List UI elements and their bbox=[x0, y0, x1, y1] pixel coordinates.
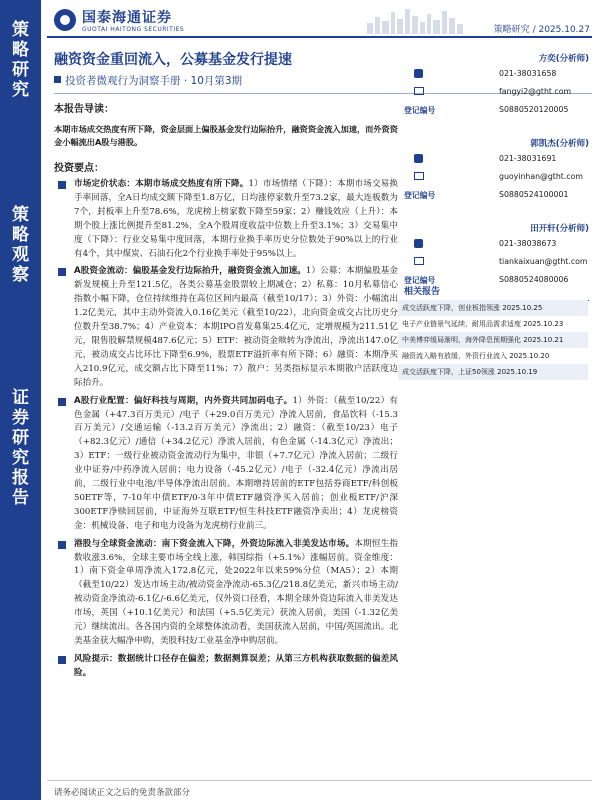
analyst-name: 田开轩(分析师) bbox=[530, 224, 589, 234]
related-reports-list bbox=[398, 300, 588, 380]
bullet-square-icon bbox=[58, 268, 66, 276]
analyst-card bbox=[404, 132, 589, 217]
report-category: 策略研究 bbox=[493, 25, 530, 35]
logo-text: 国泰海通证券 bbox=[82, 10, 172, 26]
sidebar-char: 券 bbox=[12, 408, 29, 428]
key-point bbox=[54, 653, 398, 681]
sidebar-top-label bbox=[0, 20, 41, 100]
report-subtitle bbox=[54, 73, 242, 88]
phone-icon bbox=[414, 239, 423, 248]
sidebar-char: 究 bbox=[12, 448, 29, 468]
mail-icon bbox=[414, 172, 424, 180]
analyst-panel bbox=[404, 47, 589, 302]
point-lead: A股行业配置：偏好科技与周期，内外资共同加码电子。 bbox=[74, 395, 293, 406]
related-reports-heading: 相关报告 bbox=[404, 284, 589, 301]
sidebar-bottom-label bbox=[0, 388, 41, 508]
analyst-card bbox=[404, 47, 589, 132]
related-report-link[interactable]: 中美博弈缓局渐明，海外降息预期强化 2025.10.21 bbox=[398, 332, 588, 348]
bullet-square-icon bbox=[58, 656, 66, 664]
point-body: 本期恒生指数收涨3.6%，全球主要市场全线上涨，韩国综指（+5.1%）涨幅居前。资金维度：1）南下资金单周净流入172.8亿元，处2022年以来59%分位（MA5）；2）本期（截至10/22）发达市场主动/被动资金净流动-65.3亿/218.8亿美元，新兴市场主动/被动资金净流动-6.1亿/-6.6亿美元，仅外资口径看，本期全球外资边际流入非美发达市场，英国（+10.1亿美元）和法国（+5.5亿美元）获流入居前，美国（-1.32亿美元）继续流出。各各国内资的全球整体流动看，美国获流入居前，中国/英国流出。北美基金获大幅净申购，美股科技/工业基金净申购居前。 bbox=[74, 538, 398, 646]
sidebar-char: 策 bbox=[12, 205, 29, 225]
point-lead: 港股与全球资金流动：南下资金流入下降，外资边际流入非美发达市场。 bbox=[74, 538, 355, 549]
analyst-reg-no: S0880520120005 bbox=[499, 105, 569, 114]
footer-divider bbox=[47, 780, 592, 781]
sidebar-char: 察 bbox=[12, 265, 29, 285]
phone-icon bbox=[414, 69, 423, 78]
reg-label: 登记编号 bbox=[404, 191, 436, 200]
analyst-reg-no: S0880524080006 bbox=[499, 275, 569, 284]
bullet-square-icon bbox=[58, 398, 66, 406]
sidebar-char: 略 bbox=[12, 40, 29, 60]
related-report-link[interactable]: 成交活跃度下降，上证50领涨 2025.10.19 bbox=[398, 364, 588, 380]
sidebar-char: 报 bbox=[12, 468, 29, 488]
analyst-reg-no: S0880524100001 bbox=[499, 190, 569, 199]
analyst-email[interactable]: fangyi2@gtht.com bbox=[499, 87, 572, 96]
skyline-decoration-icon bbox=[365, 7, 465, 34]
left-sidebar bbox=[0, 0, 41, 800]
point-body: 1）公募：本期偏股基金新发规模上升至121.5亿，各类公募基金股票较上期减仓；2）私募：10月私募信心指数小幅下降，仓位持续维持在高位区间内最高（截至10/17）；3）外资：小幅流出1.2亿美元，其中主动外资流入0.16亿美元（截至10/22），北向资金成交占比历史分位数升至38.7%；4）产业资本：本期IPO首发募集25.4亿元，定增规模为211.51亿元，限售股解禁规模487.6亿元；5）ETF：被动资金赎转为净流出，净流出147.0亿元，被动成交占比环比下降至6.9%，股票ETF溢折率有所下降；6）融资：本期净买入210.9亿元，成交额占比下降至11%；7）散户：另类指标显示本期散户活跃度边际抬升。 bbox=[74, 266, 399, 388]
logo-mark-icon bbox=[54, 9, 76, 31]
reg-label: 登记编号 bbox=[404, 106, 436, 115]
sidebar-char: 研 bbox=[12, 60, 29, 80]
bullet-square-icon bbox=[58, 181, 66, 189]
sidebar-char: 证 bbox=[12, 388, 29, 408]
sidebar-char: 究 bbox=[12, 80, 29, 100]
key-point bbox=[54, 265, 398, 390]
point-lead: 市场定价状态：本期市场成交热度有所下降。 bbox=[74, 179, 249, 189]
key-points-list bbox=[54, 178, 398, 681]
point-body: 1）市场情绪（下降）：本期市场交易换手率回落，全A日均成交额下降至1.8万亿，日均涨停家数升至73.2家，最大连板数为7个，封板率上升至78.6%，龙虎榜上榜家数下降至59家；2）赚钱效应（上升）：本期个股上涨比例提升至81.2%，全A个股周度收益中位数上升至3.1%；3）交易集中度（下降）：行业交易集中度回落，本期行业换手率历史分位数处于90%以上的行业有4个，其中煤炭、石油石化2个行业换手率处于95%以上。 bbox=[74, 179, 398, 259]
points-heading: 投资要点： bbox=[54, 163, 104, 174]
analyst-name: 郭凯杰(分析师) bbox=[530, 139, 589, 149]
related-report-link[interactable]: 成交活跃度下降，创业板指领涨 2025.10.25 bbox=[398, 300, 588, 316]
point-lead: A股资金流动：偏股基金发行边际抬升，融资资金流入加速。 bbox=[74, 266, 306, 277]
analyst-email[interactable]: guoyinhan@gtht.com bbox=[499, 172, 583, 181]
report-body bbox=[54, 100, 398, 685]
report-title: 融资资金重回流入，公募基金发行提速 bbox=[54, 52, 292, 68]
analyst-phone: 021-38031658 bbox=[499, 69, 557, 78]
key-point bbox=[54, 395, 398, 534]
point-lead: 风险提示：数据统计口径存在偏差；数据测算误差；从第三方机构获取数据的偏差风险。 bbox=[74, 653, 398, 678]
related-report-link[interactable]: 融资流入略有放缓，外资行业流入 2025.10.20 bbox=[402, 352, 550, 360]
related-report-link[interactable]: 电子产业链景气延续，耐用品需求适度 2025.10.23 bbox=[402, 320, 564, 328]
guide-heading: 本报告导读： bbox=[54, 104, 114, 115]
sidebar-char: 略 bbox=[12, 225, 29, 245]
subtitle-square-icon bbox=[54, 76, 61, 83]
key-point bbox=[54, 538, 398, 649]
report-date: 2025.10.27 bbox=[538, 25, 590, 35]
company-logo bbox=[54, 7, 254, 37]
sidebar-char: 观 bbox=[12, 245, 29, 265]
analyst-name: 方奕(分析师) bbox=[538, 54, 589, 64]
mail-icon bbox=[414, 257, 424, 265]
reg-label: 登记编号 bbox=[404, 276, 436, 285]
phone-icon bbox=[414, 154, 423, 163]
analyst-phone: 021-38031691 bbox=[499, 154, 557, 163]
sidebar-char: 研 bbox=[12, 428, 29, 448]
logo-english-text: GUOTAI HAITONG SECURITIES bbox=[82, 26, 185, 33]
footer-disclaimer: 请务必阅读正文之后的免责条款部分 bbox=[54, 788, 191, 798]
sidebar-char: 策 bbox=[12, 20, 29, 40]
mail-icon bbox=[414, 87, 424, 95]
key-point bbox=[54, 178, 398, 261]
sidebar-char: 告 bbox=[12, 488, 29, 508]
guide-text: 本期市场成交热度有所下降，资金层面上偏股基金发行边际抬升，融资资金流入加速，而外资资金小幅流出A股与港股。 bbox=[54, 124, 398, 147]
subtitle-text: 投资者微观行为洞察手册 · 10月第3期 bbox=[65, 75, 243, 87]
header-divider bbox=[47, 36, 592, 38]
header-meta: 策略研究 / 2025.10.27 bbox=[493, 25, 590, 35]
sidebar-mid-label bbox=[0, 205, 41, 285]
point-body: 1）外资：（截至10/22）有色金属（+47.3百万美元）/电子（+29.0百万美元）净流入居前，食品饮料（-15.3百万美元）/交通运输（-13.2百万美元）净流出；2）融资：（截至10/23）电子（+82.3亿元）/通信（+34.2亿元）净流入居前，有色金属（-14.3亿元）净流出；3）ETF：一级行业被动资金流动行为集中，非银（+7.7亿元）净流入居前；二级行业中证券/中药净流入居前；电力设备（-45.2亿元）/电子（-32.4亿元）净流出居前，二级行业中电池/半导体净流出居前。本期增持居前的ETF包括券商ETF/科创板50ETF等，7-10年中债ETF/0-3年中债ETF融资净买入居前；创业板ETF/沪深300ETF净赎回居前，中证海外互联ETF/恒生科技ETF融资净卖出；4）龙虎榜资金：机械设备、电子和电力设备为龙虎榜行业前三。 bbox=[74, 395, 398, 531]
analyst-phone: 021-38038673 bbox=[499, 239, 557, 248]
analyst-email[interactable]: tiankaixuan@gtht.com bbox=[499, 257, 588, 266]
bullet-square-icon bbox=[58, 541, 66, 549]
